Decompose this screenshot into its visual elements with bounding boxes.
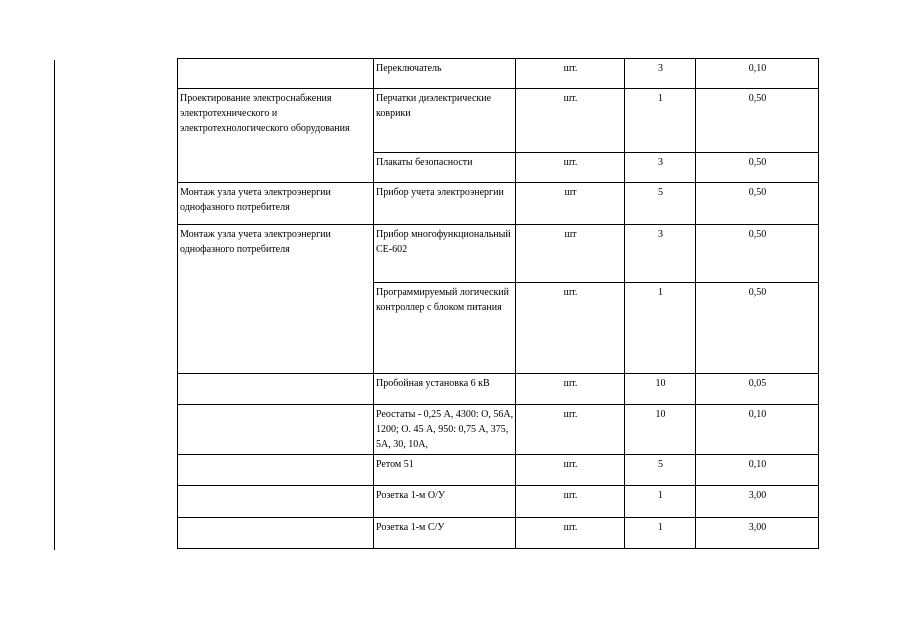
unit-cell: шт.	[516, 518, 625, 549]
work-cell	[178, 374, 374, 405]
work-cell	[178, 518, 374, 549]
quantity-cell: 1	[625, 518, 696, 549]
unit-cell: шт.	[516, 59, 625, 89]
work-cell: Проектирование электроснабжения электротехнического и электротехнологического оборудования	[178, 89, 374, 183]
item-cell: Переключатель	[374, 59, 516, 89]
value-cell: 0,50	[696, 89, 819, 153]
value-cell: 3,00	[696, 518, 819, 549]
value-cell: 0,05	[696, 374, 819, 405]
item-cell: Розетка 1-м О/У	[374, 486, 516, 518]
item-cell: Перчатки диэлектрические коврики	[374, 89, 516, 153]
unit-cell: шт.	[516, 89, 625, 153]
work-cell	[178, 455, 374, 486]
item-cell: Пробойная установка 6 кВ	[374, 374, 516, 405]
quantity-cell: 1	[625, 283, 696, 374]
table-row	[178, 59, 819, 89]
table-row	[178, 225, 819, 283]
work-cell	[178, 59, 374, 89]
page-margin-line	[54, 60, 55, 550]
quantity-cell: 5	[625, 455, 696, 486]
value-cell: 0,50	[696, 225, 819, 283]
table-row	[178, 518, 819, 549]
value-cell: 0,10	[696, 405, 819, 455]
unit-cell: шт.	[516, 486, 625, 518]
item-cell: Прибор учета электроэнергии	[374, 183, 516, 225]
table-row	[178, 183, 819, 225]
table-row	[178, 486, 819, 518]
value-cell: 0,50	[696, 183, 819, 225]
quantity-cell: 10	[625, 374, 696, 405]
quantity-cell: 3	[625, 225, 696, 283]
unit-cell: шт	[516, 225, 625, 283]
item-cell: Розетка 1-м С/У	[374, 518, 516, 549]
unit-cell: шт.	[516, 283, 625, 374]
quantity-cell: 5	[625, 183, 696, 225]
item-cell: Программируемый логический контроллер с блоком питания	[374, 283, 516, 374]
work-cell	[178, 486, 374, 518]
table-row	[178, 89, 819, 153]
item-cell: Прибор многофункциональный СЕ-602	[374, 225, 516, 283]
unit-cell: шт.	[516, 455, 625, 486]
quantity-cell: 1	[625, 486, 696, 518]
value-cell: 0,10	[696, 59, 819, 89]
work-cell: Монтаж узла учета электроэнергии однофазного потребителя	[178, 183, 374, 225]
unit-cell: шт.	[516, 153, 625, 183]
unit-cell: шт.	[516, 374, 625, 405]
table-row	[178, 405, 819, 455]
work-cell: Монтаж узла учета электроэнергии однофазного потребителя	[178, 225, 374, 374]
quantity-cell: 1	[625, 89, 696, 153]
quantity-cell: 3	[625, 59, 696, 89]
item-cell: Реостаты - 0,25 А, 4300: О, 56А, 1200; О. 45 А, 950: 0,75 А, 375, 5А, 30, 10А,	[374, 405, 516, 455]
unit-cell: шт.	[516, 405, 625, 455]
item-cell: Ретом 51	[374, 455, 516, 486]
value-cell: 0,50	[696, 283, 819, 374]
value-cell: 3,00	[696, 486, 819, 518]
table-row	[178, 455, 819, 486]
value-cell: 0,10	[696, 455, 819, 486]
quantity-cell: 3	[625, 153, 696, 183]
value-cell: 0,50	[696, 153, 819, 183]
equipment-table	[177, 58, 819, 549]
item-cell: Плакаты безопасности	[374, 153, 516, 183]
quantity-cell: 10	[625, 405, 696, 455]
table-row	[178, 374, 819, 405]
work-cell	[178, 405, 374, 455]
unit-cell: шт	[516, 183, 625, 225]
